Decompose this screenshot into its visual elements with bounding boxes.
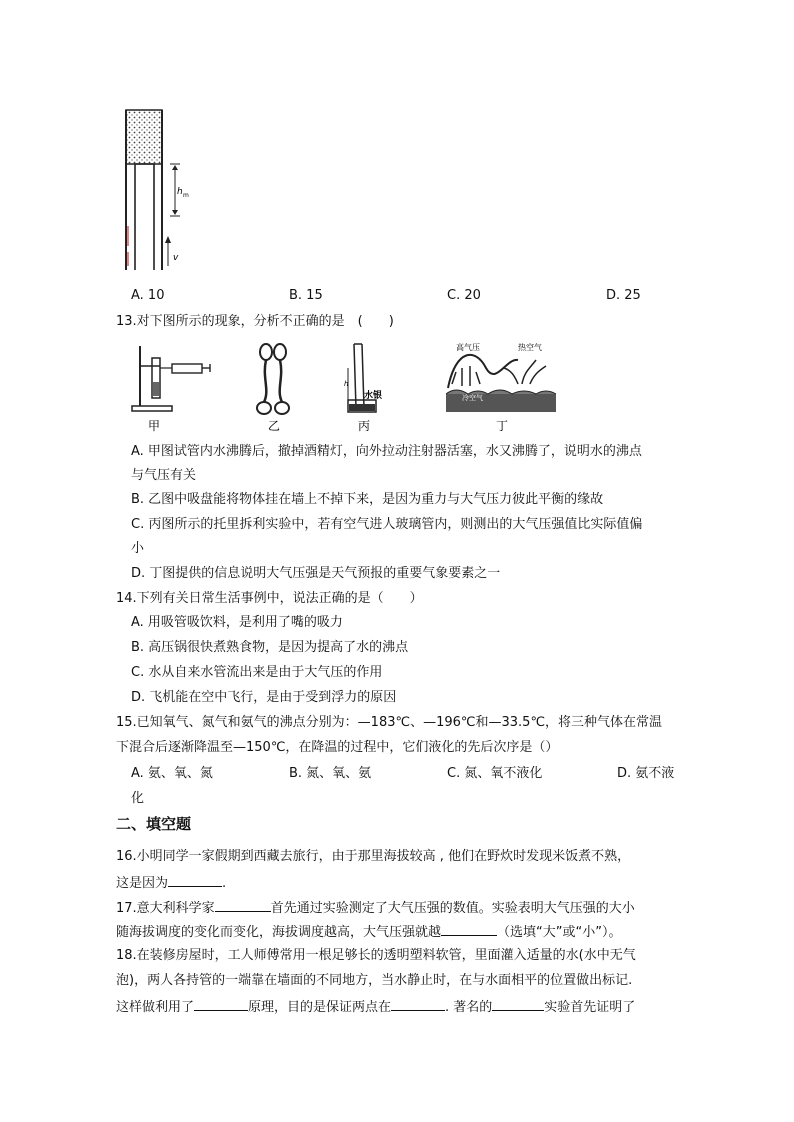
- q17-line1-text: 17.意大利科学家: [116, 901, 215, 916]
- q15-stem-line1: 15.已知氧气、氮气和氨气的沸点分别为：—183℃、—196℃和—33.5℃，将三种气体在常温: [116, 715, 663, 730]
- q15-stem-line2: 下混合后逐渐降温至—150℃，在降温的过程中，它们液化的先后次序是（）: [116, 740, 559, 755]
- q12-option-d: D. 25: [606, 288, 641, 303]
- q15-option-d-cont: 化: [131, 791, 145, 806]
- q14-stem: 14.下列有关日常生活事例中，说法正确的是（ ）: [116, 591, 423, 606]
- q18-blank-level[interactable]: [391, 996, 445, 1011]
- q18-line1: 18.在装修房屋时，工人师傅常用一根足够长的透明塑料软管，里面灌入适量的水(水中无气: [116, 948, 636, 963]
- figure-ding: [446, 342, 556, 433]
- q15-option-b: B. 氮、氧、氨: [289, 766, 372, 781]
- q18-line3-text: 这样做利用了: [116, 1000, 195, 1015]
- q12-figure: [118, 106, 198, 274]
- label-h-sub: m: [183, 192, 189, 199]
- q12-option-c: C. 20: [447, 288, 481, 303]
- q17-line1: [116, 897, 635, 919]
- q18-line3-mid1: 原理，目的是保证两点在: [248, 1000, 392, 1015]
- label-bing: 丙: [358, 419, 371, 433]
- q17-blank-size[interactable]: [441, 921, 497, 936]
- q13-stem: 13.对下图所示的现象，分析不正确的是 ( ): [116, 314, 394, 329]
- q13-option-d: D. 丁图提供的信息说明大气压强是天气预报的重要气象要素之一: [131, 566, 501, 581]
- q17-blank-scientist[interactable]: [215, 897, 271, 912]
- label-v: v: [173, 253, 179, 263]
- q12-option-a: A. 10: [131, 288, 165, 303]
- label-mercury: 水银: [364, 391, 383, 401]
- q18-line3-mid2: . 著名的: [445, 1000, 493, 1015]
- q17-line2-rest: （选填“大”或“小”）。: [497, 925, 622, 940]
- q14-option-a: A. 用吸管吸饮料，是利用了嘴的吸力: [131, 615, 343, 630]
- q17-line2: [116, 921, 621, 943]
- figure-yi: [257, 344, 289, 433]
- q13-option-b: B. 乙图中吸盘能将物体挂在墙上不掉下来，是因为重力与大气压力彼此平衡的缘故: [131, 492, 604, 507]
- q15-option-a: A. 氨、氧、氮: [131, 766, 213, 781]
- label-ding: 丁: [496, 419, 509, 433]
- q16-line2-end: .: [222, 876, 227, 891]
- q16-line2: [116, 872, 226, 894]
- label-high-pressure: 高气压: [456, 343, 480, 352]
- q18-line3-rest: 实验首先证明了: [544, 1000, 636, 1015]
- q12-option-b: B. 15: [289, 288, 323, 303]
- section-title: 二、填空题: [116, 815, 192, 833]
- label-jia: 甲: [148, 419, 161, 433]
- q17-line1-rest: 首先通过实验测定了大气压强的数值。实验表明大气压强的大小: [270, 901, 635, 916]
- q14-option-c: C. 水从自来水管流出来是由于大气压的作用: [131, 665, 383, 680]
- q16-line2-text: 这是因为: [116, 876, 169, 891]
- q18-blank-principle[interactable]: [194, 996, 248, 1011]
- label-yi: 乙: [268, 419, 281, 433]
- label-h: h: [177, 187, 183, 197]
- q17-line2-text: 随海拔调度的变化而变化，海拔调度越高，大气压强就越: [116, 925, 442, 940]
- q15-option-d: D. 氨不液: [617, 766, 675, 781]
- q14-option-b: B. 高压锅很快煮熟食物，是因为提高了水的沸点: [131, 640, 409, 655]
- q16-blank[interactable]: [168, 872, 222, 887]
- q13-option-a-line2: 与气压有关: [131, 468, 197, 483]
- q13-figures: [126, 338, 562, 438]
- q13-option-a-line1: A. 甲图试管内水沸腾后，撤掉酒精灯，向外拉动注射器活塞，水又沸腾了，说明水的沸点: [131, 444, 642, 459]
- q14-option-d: D. 飞机能在空中飞行，是由于受到浮力的原因: [131, 690, 397, 705]
- liquid-column: [126, 110, 162, 164]
- svg-text:h: h: [344, 380, 349, 388]
- figure-bing: [344, 344, 382, 433]
- q15-option-c: C. 氮、氧不液化: [447, 766, 543, 781]
- q18-line3: [116, 996, 635, 1018]
- figure-jia: [132, 346, 210, 433]
- q16-line1: 16.小明同学一家假期到西藏去旅行，由于那里海拔较高 , 他们在野炊时发现米饭煮不熟，: [116, 849, 631, 864]
- q13-option-c-line2: 小: [131, 541, 145, 556]
- label-cold-air: 冷空气: [462, 394, 483, 402]
- q18-blank-experiment[interactable]: [492, 996, 544, 1011]
- label-hot-air: 热空气: [518, 343, 542, 352]
- q18-line2: 泡)，两人各持管的一端靠在墙面的不同地方，当水静止时，在与水面相平的位置做出标记.: [116, 973, 633, 988]
- q13-option-c-line1: C. 丙图所示的托里拆利实验中，若有空气进人玻璃管内，则测出的大气压强值比实际值偏: [131, 517, 643, 532]
